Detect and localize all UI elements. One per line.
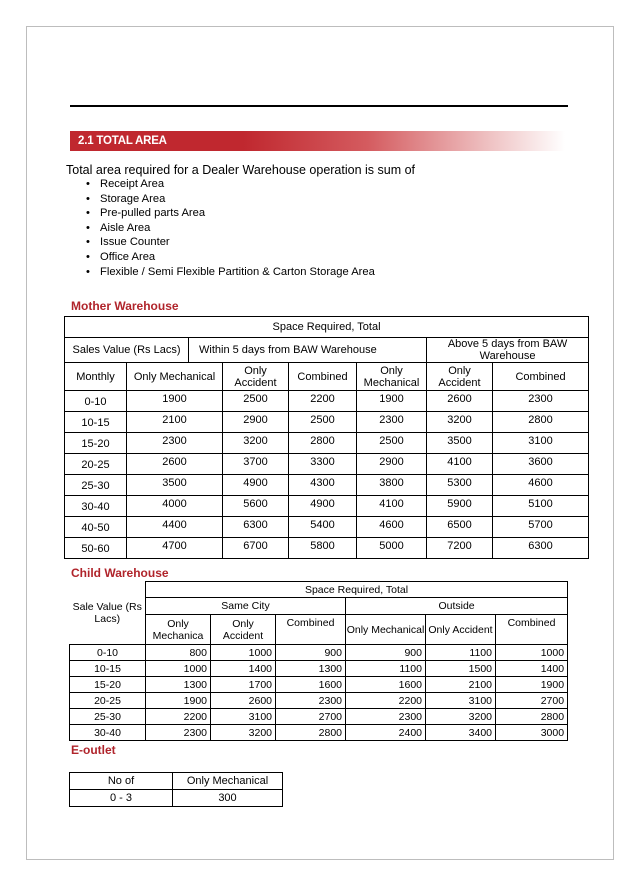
same-only-mechanica-header: Only Mechanica xyxy=(146,615,211,645)
table-cell: 3500 xyxy=(127,475,223,496)
header-rule xyxy=(70,105,568,107)
table-cell: 1900 xyxy=(357,391,427,412)
table-cell: 2200 xyxy=(146,709,211,725)
table-cell: 1300 xyxy=(276,661,346,677)
table-cell: 2800 xyxy=(496,709,568,725)
table-cell: 3500 xyxy=(427,433,493,454)
table-cell: 2700 xyxy=(496,693,568,709)
area-list-item: • Pre-pulled parts Area xyxy=(66,206,375,221)
sales-range-cell: 50-60 xyxy=(65,538,127,559)
above-5-days-header: Above 5 days from BAW Warehouse xyxy=(427,338,589,363)
sale-range-cell: 0-10 xyxy=(70,645,146,661)
table-cell: 1300 xyxy=(146,677,211,693)
table-row xyxy=(70,709,568,725)
table-cell: 2500 xyxy=(289,412,357,433)
table-cell: 5400 xyxy=(289,517,357,538)
table-cell: 1600 xyxy=(276,677,346,693)
table-cell: 4000 xyxy=(127,496,223,517)
table-row xyxy=(70,645,568,661)
table-cell: 2600 xyxy=(427,391,493,412)
within-5-days-header: Within 5 days from BAW Warehouse xyxy=(189,338,427,363)
child-space-required-header: Space Required, Total xyxy=(146,582,568,598)
table-cell: 2300 xyxy=(276,693,346,709)
area-list-item: • Office Area xyxy=(66,250,375,265)
sales-range-cell: 20-25 xyxy=(65,454,127,475)
e-outlet-table xyxy=(69,772,283,807)
sale-range-cell: 20-25 xyxy=(70,693,146,709)
table-row xyxy=(70,661,568,677)
table-cell: 1000 xyxy=(496,645,568,661)
sales-range-cell: 0-10 xyxy=(65,391,127,412)
within-only-mechanical-header: Only Mechanical xyxy=(127,363,223,391)
table-cell: 1000 xyxy=(146,661,211,677)
sale-value-header: Sale Value (Rs Lacs) xyxy=(70,582,146,645)
area-list-item: • Storage Area xyxy=(66,192,375,207)
same-city-header: Same City xyxy=(146,598,346,615)
table-row xyxy=(65,496,589,517)
table-row xyxy=(65,475,589,496)
table-cell: 2800 xyxy=(276,725,346,741)
table-cell: 5300 xyxy=(427,475,493,496)
sale-range-cell: 25-30 xyxy=(70,709,146,725)
table-cell: 1400 xyxy=(496,661,568,677)
sale-range-cell: 15-20 xyxy=(70,677,146,693)
table-cell: 2400 xyxy=(346,725,426,741)
sales-value-header: Sales Value (Rs Lacs) xyxy=(65,338,189,363)
table-row xyxy=(70,693,568,709)
table-cell: 6300 xyxy=(223,517,289,538)
sale-range-cell: 10-15 xyxy=(70,661,146,677)
table-cell: 6700 xyxy=(223,538,289,559)
sales-range-cell: 30-40 xyxy=(65,496,127,517)
table-row xyxy=(65,538,589,559)
table-cell: 800 xyxy=(146,645,211,661)
table-cell: 4700 xyxy=(127,538,223,559)
table-cell: 2900 xyxy=(223,412,289,433)
table-row xyxy=(65,391,589,412)
table-cell: 1100 xyxy=(426,645,496,661)
table-cell: 4600 xyxy=(493,475,589,496)
table-cell: 3200 xyxy=(223,433,289,454)
table-cell: 5800 xyxy=(289,538,357,559)
e-outlet-heading: E-outlet xyxy=(71,743,116,757)
outside-only-accident-header: Only Accident xyxy=(426,615,496,645)
same-only-accident-header: Only Accident xyxy=(211,615,276,645)
intro-text: Total area required for a Dealer Warehouse operation is sum of xyxy=(66,163,416,177)
table-cell: 5100 xyxy=(493,496,589,517)
same-combined-header: Combined xyxy=(276,615,346,645)
table-cell: 3700 xyxy=(223,454,289,475)
table-cell: 2300 xyxy=(346,709,426,725)
table-cell: 3200 xyxy=(211,725,276,741)
no-of-header: No of xyxy=(70,773,173,790)
table-cell: 3200 xyxy=(427,412,493,433)
sales-range-cell: 25-30 xyxy=(65,475,127,496)
table-cell: 1100 xyxy=(346,661,426,677)
within-combined-header: Combined xyxy=(289,363,357,391)
sales-range-cell: 40-50 xyxy=(65,517,127,538)
table-cell: 4900 xyxy=(289,496,357,517)
table-cell: 2200 xyxy=(346,693,426,709)
table-row xyxy=(70,790,283,807)
area-list-item: • Aisle Area xyxy=(66,221,375,236)
table-cell: 3600 xyxy=(493,454,589,475)
table-cell: 2300 xyxy=(146,725,211,741)
table-cell: 2100 xyxy=(426,677,496,693)
table-cell: 5900 xyxy=(427,496,493,517)
table-cell: 5700 xyxy=(493,517,589,538)
table-cell: 4300 xyxy=(289,475,357,496)
table-cell: 2900 xyxy=(357,454,427,475)
table-cell: 2800 xyxy=(289,433,357,454)
table-cell: 1600 xyxy=(346,677,426,693)
sales-range-cell: 15-20 xyxy=(65,433,127,454)
mother-warehouse-heading: Mother Warehouse xyxy=(71,299,179,313)
child-warehouse-table xyxy=(69,581,568,741)
section-title: 2.1 TOTAL AREA xyxy=(78,135,167,147)
table-cell: 900 xyxy=(276,645,346,661)
table-cell: 2600 xyxy=(211,693,276,709)
table-cell: 3100 xyxy=(211,709,276,725)
table-cell: 4100 xyxy=(427,454,493,475)
above-only-mechanical-header: Only Mechanical xyxy=(357,363,427,391)
table-row xyxy=(70,677,568,693)
table-cell: 3300 xyxy=(289,454,357,475)
table-cell: 2800 xyxy=(493,412,589,433)
table-cell: 3100 xyxy=(426,693,496,709)
space-required-header: Space Required, Total xyxy=(65,317,589,338)
sales-range-cell: 10-15 xyxy=(65,412,127,433)
area-list-item: • Issue Counter xyxy=(66,235,375,250)
area-list xyxy=(66,177,375,279)
table-cell: 2700 xyxy=(276,709,346,725)
table-cell: 1900 xyxy=(127,391,223,412)
table-cell: 4400 xyxy=(127,517,223,538)
table-cell: 300 xyxy=(173,790,283,807)
table-cell: 1700 xyxy=(211,677,276,693)
table-cell: 900 xyxy=(346,645,426,661)
table-cell: 1500 xyxy=(426,661,496,677)
table-cell: 2200 xyxy=(289,391,357,412)
table-cell: 5600 xyxy=(223,496,289,517)
table-cell: 1400 xyxy=(211,661,276,677)
table-cell: 3100 xyxy=(493,433,589,454)
table-cell: 1900 xyxy=(146,693,211,709)
area-list-item: • Receipt Area xyxy=(66,177,375,192)
table-cell: 1000 xyxy=(211,645,276,661)
table-row xyxy=(65,517,589,538)
outside-only-mechanical-header: Only Mechanical xyxy=(346,615,426,645)
table-cell: 2300 xyxy=(493,391,589,412)
table-cell: 2100 xyxy=(127,412,223,433)
mother-warehouse-table xyxy=(64,316,589,559)
child-warehouse-heading: Child Warehouse xyxy=(71,566,169,580)
table-cell: 5000 xyxy=(357,538,427,559)
table-cell: 2300 xyxy=(357,412,427,433)
area-list-item: • Flexible / Semi Flexible Partition & Carton Storage Area xyxy=(66,265,375,280)
table-cell: 1900 xyxy=(496,677,568,693)
table-cell: 3000 xyxy=(496,725,568,741)
table-cell: 3200 xyxy=(426,709,496,725)
e-outlet-only-mechanical-header: Only Mechanical xyxy=(173,773,283,790)
table-cell: 2500 xyxy=(223,391,289,412)
table-cell: 2300 xyxy=(127,433,223,454)
table-cell: 6500 xyxy=(427,517,493,538)
table-row xyxy=(65,454,589,475)
section-heading-bar xyxy=(70,131,565,151)
sale-range-cell: 30-40 xyxy=(70,725,146,741)
above-combined-header: Combined xyxy=(493,363,589,391)
table-cell: 4900 xyxy=(223,475,289,496)
outside-combined-header: Combined xyxy=(496,615,568,645)
monthly-header: Monthly xyxy=(65,363,127,391)
within-only-accident-header: Only Accident xyxy=(223,363,289,391)
table-row xyxy=(65,412,589,433)
table-cell: 0 - 3 xyxy=(70,790,173,807)
table-cell: 3400 xyxy=(426,725,496,741)
table-cell: 2500 xyxy=(357,433,427,454)
table-cell: 2600 xyxy=(127,454,223,475)
table-row xyxy=(65,433,589,454)
above-only-accident-header: Only Accident xyxy=(427,363,493,391)
table-cell: 6300 xyxy=(493,538,589,559)
table-cell: 4600 xyxy=(357,517,427,538)
outside-header: Outside xyxy=(346,598,568,615)
table-cell: 3800 xyxy=(357,475,427,496)
table-cell: 7200 xyxy=(427,538,493,559)
table-cell: 4100 xyxy=(357,496,427,517)
table-row xyxy=(70,725,568,741)
